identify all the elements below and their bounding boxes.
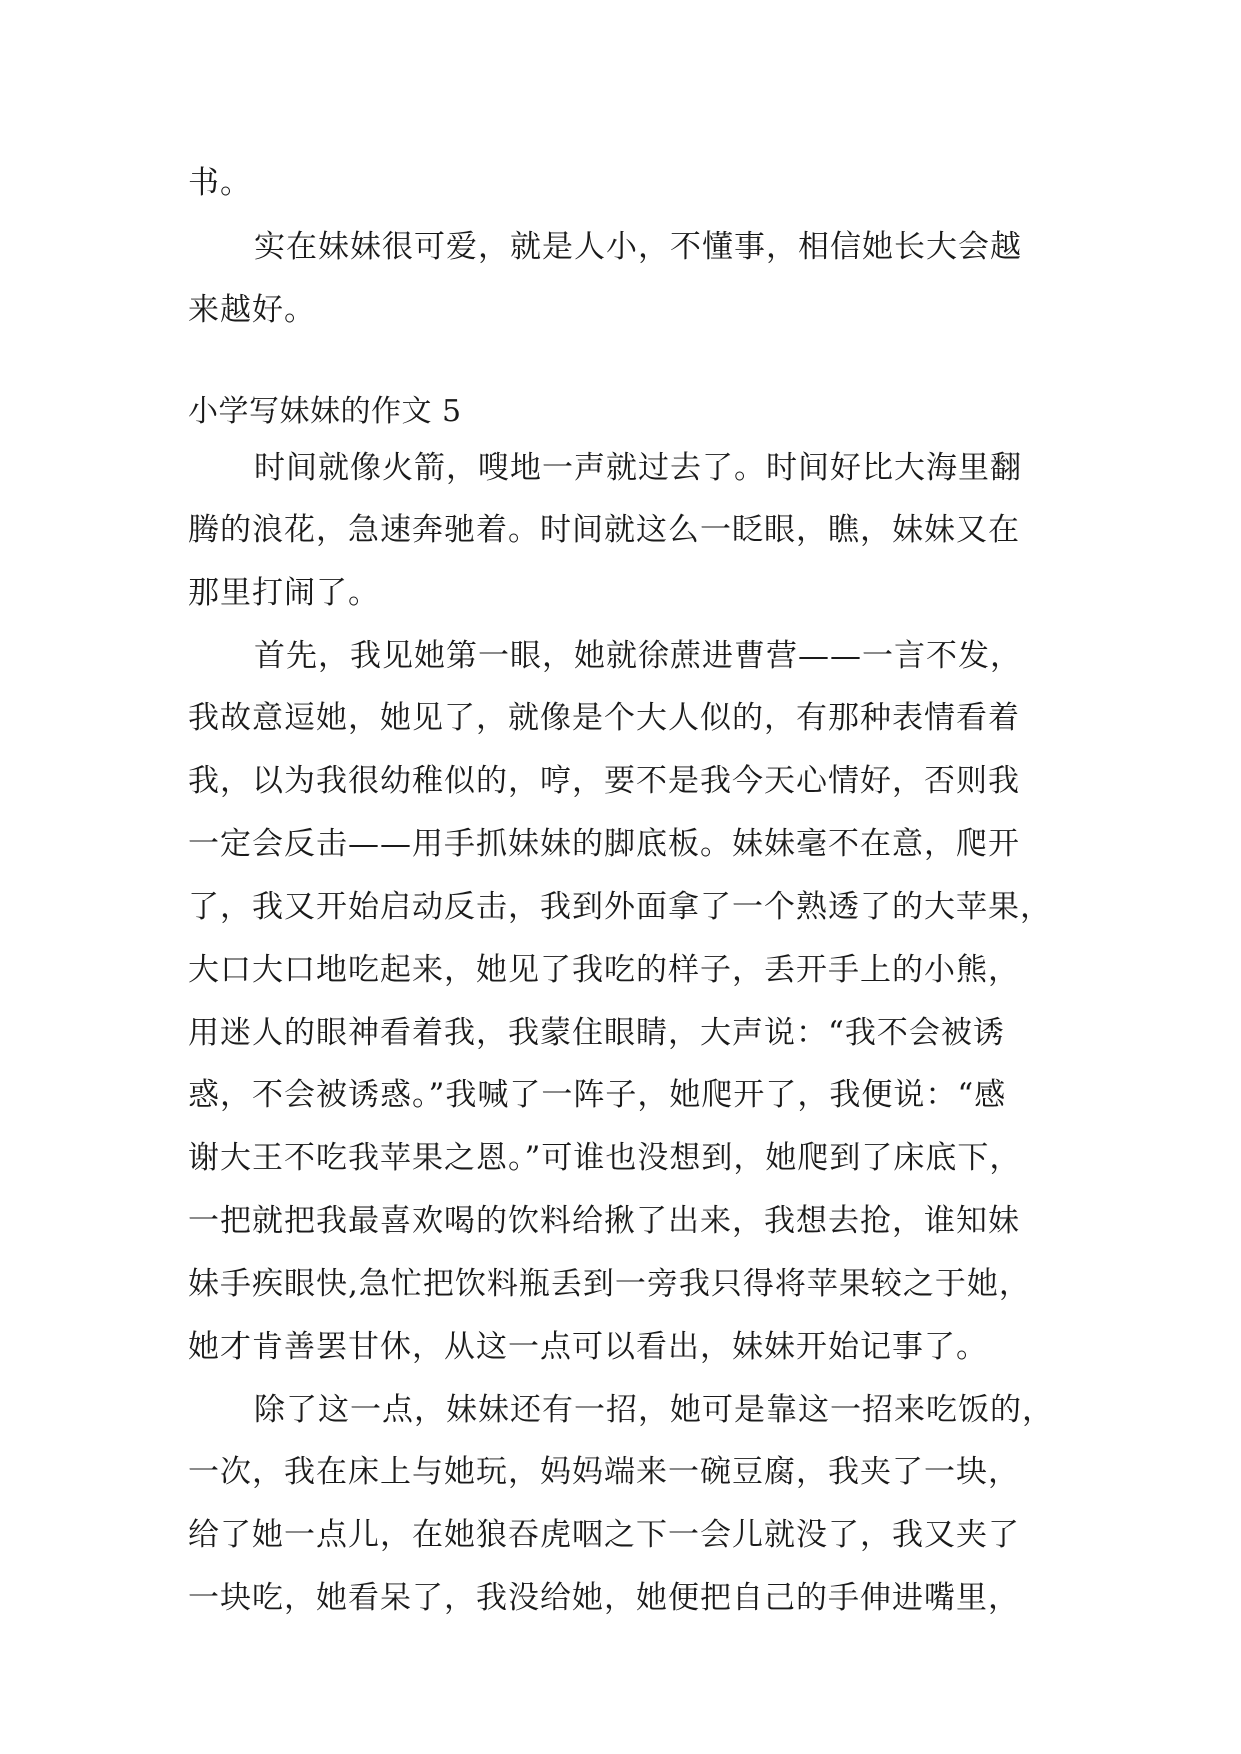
paragraph-line: 那里打闹了。 <box>188 575 380 611</box>
paragraph-line: 用迷人的眼神看着我，我蒙住眼睛，大声说：“我不会被诱 <box>188 1015 1005 1051</box>
paragraph-line: 她才肯善罢甘休，从这一点可以看出，妹妹开始记事了。 <box>188 1329 988 1365</box>
paragraph-line: 我，以为我很幼稚似的，哼，要不是我今天心情好，否则我 <box>188 763 1020 799</box>
paragraph-line: 妹手疾眼快,急忙把饮料瓶丢到一旁我只得将苹果较之于她， <box>188 1266 1031 1302</box>
paragraph-line: 了，我又开始启动反击，我到外面拿了一个熟透了的大苹果， <box>188 889 1052 925</box>
paragraph-line: 一块吃，她看呆了，我没给她，她便把自己的手伸进嘴里， <box>188 1580 1020 1616</box>
paragraph-line: 大口大口地吃起来，她见了我吃的样子，丢开手上的小熊， <box>188 952 1020 988</box>
paragraph-line: 一次，我在床上与她玩，妈妈端来一碗豆腐，我夹了一块， <box>188 1454 1020 1490</box>
paragraph-line: 谢大王不吃我苹果之恩。”可谁也没想到，她爬到了床底下， <box>188 1140 1022 1176</box>
paragraph-line: 给了她一点儿，在她狼吞虎咽之下一会儿就没了，我又夹了 <box>188 1517 1020 1553</box>
paragraph-line: 一把就把我最喜欢喝的饮料给揪了出来，我想去抢，谁知妹 <box>188 1203 1020 1239</box>
paragraph-line: 除了这一点，妹妹还有一招，她可是靠这一招来吃饭的， <box>254 1392 1054 1428</box>
paragraph-line: 时间就像火箭，嗖地一声就过去了。时间好比大海里翻 <box>254 450 1022 486</box>
paragraph-line: 我故意逗她，她见了，就像是个大人似的，有那种表情看着 <box>188 700 1020 736</box>
paragraph-line: 实在妹妹很可爱，就是人小，不懂事，相信她长大会越 <box>254 229 1022 265</box>
section-title: 小学写妹妹的作文 5 <box>188 394 462 429</box>
paragraph-line: 来越好。 <box>188 292 316 328</box>
paragraph-line: 首先，我见她第一眼，她就徐蔗进曹营——一言不发， <box>254 638 1022 674</box>
paragraph-line: 惑，不会被诱惑。”我喊了一阵子，她爬开了，我便说：“感 <box>188 1077 1007 1113</box>
prev-paragraph-end: 书。 <box>188 165 252 201</box>
paragraph-line: 腾的浪花，急速奔驰着。时间就这么一眨眼，瞧，妹妹又在 <box>188 512 1020 548</box>
paragraph-line: 一定会反击——用手抓妹妹的脚底板。妹妹毫不在意，爬开 <box>188 826 1020 862</box>
